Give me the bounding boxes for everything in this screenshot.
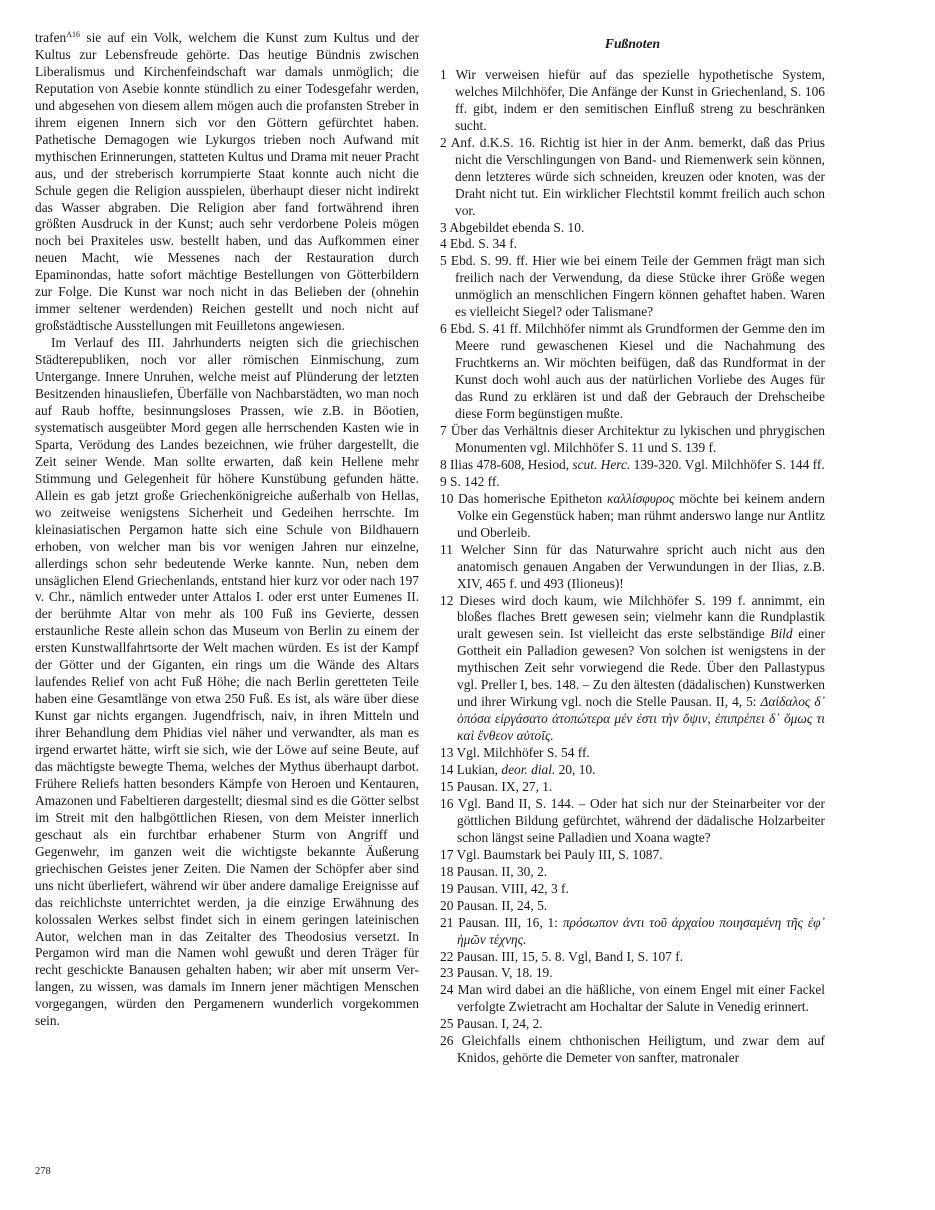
footnotes-column — [440, 36, 825, 1067]
footnote-2: 2 Anf. d.K.S. 16. Richtig ist hier in der Anm. bemerkt, daß das Prius nicht die Verschlingungen von Band- und Riemenwerk sein können, denn letzteres würde sich schneiden, kreuzen oder knoten, was der Draht nicht tut. Ein wirklicher Flechtstil kommt freilich auch schon vor. — [440, 134, 825, 218]
footnote-26: 26 Gleichfalls einem chthonischen Heiligtum, und zwar dem auf Knidos, gehörte die Demeter von sanfter, matronaler — [440, 1033, 825, 1066]
footnote-7: 7 Über das Verhältnis dieser Architektur zu lykischen und phrygischen Monumenten vgl. Milchhöfer S. 11 und S. 139 f. — [440, 422, 825, 455]
footnote-4: 4 Ebd. S. 34 f. — [440, 236, 517, 252]
footnote-10: 10 Das homerische Epitheton καλλίσφυρος möchte bei keinem andern Volke ein Gegenstück haben; man rühmt anderswo lange nur Antlitz und Oberleib. — [440, 490, 825, 540]
page-number: 278 — [35, 1166, 51, 1177]
apparatus-reference: A16 — [66, 30, 81, 39]
body-text-column — [35, 30, 419, 1030]
footnote-14: 14 Lukian, deor. dial. 20, 10. — [440, 762, 596, 778]
footnote-20: 20 Pausan. II, 24, 5. — [440, 897, 548, 913]
footnote-9: 9 S. 142 ff. — [440, 473, 500, 489]
paragraph-2: Im Verlauf des III. Jahrhunderts neigten sich die griechischen Städterepubliken, noch vor aller römischen Einmischung, zum Untergange. Innere Unruhen, welche meist auf Plünderung der letzten Besitzenden hinausliefen, Überfälle von Nachbarstädten, wo man noch auf Raub hoffte, besinnungsloses Prassen, wie z.B. in Böotien, systematisch ausgeübter Mord gegen alle herrschenden Kasten wie in Sparta, Verödung des Landes bezeichnen, wie früher dargestellt, die Zeit seiner Wende. Man sollte erwarten, daß kein Hellene mehr Stimmung und Gelegenheit für höhere Kunstübung gefunden hätte. Allein es gab jetzt große Griechenkönigreiche außerhalb von Hellas, wo zeitweise wenigstens Sicherheit und Gedeihen herrschte. Im kleinasiatischen Pergamon hatte sich eine Schule von Bildhauern erhoben, von welcher man bis vor wenigen Jahren nur einzelne, allerdings schon sehr bedeutende Werke kannte. Nun, neben dem unsäglichen Elend Griechenlands, entstand hier kurz vor oder nach 197 v. Chr., nämlich entweder unter Attalos I. oder erst unter Eumenes II. der berühmte Altar von mehr als 100 Fuß ins Gevierte, dessen erstaunliche Reste allein schon das Museum von Berlin zu einem der ersten Kunstwallfahrtsorte der Welt machen würden. Es ist der Kampf der Götter und der Giganten, ein rings um die Wände des Altars laufendes Relief von acht Fuß Höhe; die nach Berlin geretteten Teile haben eine Gesamtlänge von etwa 250 Fuß. Es ist, als wäre über diese Kunst gar nichts ergangen. Jugendfrisch, naiv, in ihren Mitteln und ihrer Behandlung dem Phidias viel näher und verwandter, als man es irgend erwartet hätte, wirft sie sich, wie der Löwe auf seine Beute, auf das mächtigste bewegte Thema, welches der Mythus überhaupt darbot. Frühere Reliefs hatten besonders Kämpfe von Heroen und Kentauren, Amazonen und Fabeltieren dargestellt; diesmal sind es die Götter selbst im Streit mit den halbgöttlichen Riesen, von dem Meister innerlich geschaut als ein furchtbar erhabener Sturm von Angriff und Gegenwehr, im ganzen weit die wichtigste bekannte Äußerung griechischen Geistes jener Zeiten. Die Namen der Schöpfer aber sind uns nicht überliefert, während wir über andere damalige Ereignisse auf das reichlichste unterrichtet werden, ja die einzige Erwähnung des kolossalen Werkes selbst findet sich in einem geringen lateinischen Autor, welchen man in das Zeitalter des Theodosius versetzt. In Pergamon wird man die Namen wohl gewußt und deren Träger für recht geschickte Banausen gehalten haben; wir aber mit unserm Verlangen, zu wissen, was damals im Innern jener mächtigen Menschen vorgegangen, würden den Pergamenern wunderlich vorgekommen sein. — [35, 335, 419, 1029]
footnote-16: 16 Vgl. Band II, S. 144. – Oder hat sich nur der Steinarbeiter vor der göttlichen Bildung gefürchtet, während der dädalische Holzarbeiter schon längst seine Palladien und Xoana wagte? — [440, 795, 825, 845]
footnote-23: 23 Pausan. V, 18. 19. — [440, 965, 553, 981]
paragraph-1-rest: sie auf ein Volk, welchem die Kunst zum Kultus und der Kultus zur Lebensfreude gehörte. Das heutige Bündnis zwischen Liberalismus und Kirchenfeindschaft war damals unmöglich; die Reputation von Asebie konnte stündlich zu einer Todesgefahr werden, und abgesehen von diesem allem mögen auch die profansten Streber in ihrem eigenen Innern sich vor den Göttern gefürchtet haben. Pathetische Demagogen wie Lykurgos trieben noch Aufwand mit mythischen Erinnerungen, statteten Kultus und Drama mit neuer Pracht aus, und der streberisch korrumpierte Staat konnte auch nicht die Schule gegen die Religion ausspielen, überhaupt dieser nicht indirekt das Wasser abgraben. Die Religion aber fand fortwährend ihren größten Ausdruck in der Kunst; auch sehr verdorbene Poleis mögen noch bei Praxiteles usw. bestellt haben, und das Aufkommen einer neuen Macht, wie Messenes nach der Restauration durch Epaminondas, hatte sofort mächtige Bestellungen von Götterbildern zur Folge. Die Kunst war noch nicht in das Belieben der (ohnehin immer seltener werdenden) Reichen gestellt und noch nicht auf großstädtische Ausstellungen mit Feuilletons angewiesen. — [35, 30, 419, 334]
footnote-22: 22 Pausan. III, 15, 5. 8. Vgl, Band I, S. 107 f. — [440, 948, 683, 964]
footnote-24: 24 Man wird dabei an die häßliche, von einem Engel mit einer Fackel verfolgte Zwietracht am Hochaltar der Salute in Venedig erinnert. — [440, 982, 825, 1015]
footnote-3: 3 Abgebildet ebenda S. 10. — [440, 219, 585, 235]
footnotes-heading: Fußnoten — [604, 36, 661, 51]
footnote-19: 19 Pausan. VIII, 42, 3 f. — [440, 880, 569, 896]
footnote-6: 6 Ebd. S. 41 ff. Milchhöfer nimmt als Grundformen der Gemme den im Meere rund gewaschenen Kiesel und die Nachahmung des Fruchtkerns an. Wir möchten beifügen, daß das Rundformat in der Kunst doch wohl auch aus der natürlichen Vorliebe des Auges für das Rund zu erklären ist und daß der Gebrauch der Drehscheibe diese Form begünstigen mußte. — [440, 321, 825, 422]
paragraph-1 — [35, 30, 419, 335]
footnote-5: 5 Ebd. S. 99. ff. Hier wie bei einem Teile der Gemmen frägt man sich freilich nach der Verwendung, da diese Stücke ihrer Größe wegen unmöglich an menschlichen Fingern können gehaftet haben. Waren es vielleicht Siegel? oder Talismane? — [440, 253, 825, 320]
footnote-13: 13 Vgl. Milchhöfer S. 54 ff. — [440, 745, 590, 761]
footnote-21: 21 Pausan. III, 16, 1: πρόσωπον ἀντι τοῦ ἀρχαίου ποιησαμένη τῆς ἐφ᾽ ἡμῶν τέχνης. — [440, 914, 825, 947]
footnote-1: 1 Wir verweisen hiefür auf das spezielle hypothetische System, welches Milchhöfer, Die Anfänge der Kunst in Griechenland, S. 106 ff. gibt, indem er den semitischen Einfluß streng zu beschränken sucht. — [440, 66, 825, 133]
footnote-11: 11 Welcher Sinn für das Naturwahre spricht auch nicht aus den anatomisch genauen Angaben der Verwundungen in der Ilias, z.B. XIV, 465 f. und 493 (Ilioneus)! — [440, 541, 825, 591]
footnote-15: 15 Pausan. IX, 27, 1. — [440, 778, 553, 794]
footnote-8: 8 Ilias 478-608, Hesiod, scut. Herc. 139-320. Vgl. Milchhöfer S. 144 ff. — [440, 456, 825, 472]
footnote-17: 17 Vgl. Baumstark bei Pauly III, S. 1087. — [440, 846, 663, 862]
footnote-list — [440, 67, 825, 1067]
footnote-18: 18 Pausan. II, 30, 2. — [440, 863, 548, 879]
footnote-12: 12 Dieses wird doch kaum, wie Milchhöfer S. 199 f. annimmt, ein bloßes flaches Brett gewesen sein; vielmehr kann die Rundplastik uralt gewesen sein. Ist vielleicht das erste selbständige Bild einer Gottheit ein Palladion gewesen? Von solchen ist wenigstens in der mythischen Zeit sehr vorwiegend die Rede. Über den Pallastypus vgl. Preller I, bes. 148. – Zu den ältesten (dädalischen) Kunstwerken und ihrer Wirkung vgl. noch die Stelle Pausan. II, 4, 5: Δαίδαλος δ᾽ ὁπόσα εἰργάσατο ἀτοπώτερα μέν ἐστι τὴν ὄψιν, ἐπιπρέπει δ᾽ ὅμως τι καὶ ἔνθεον αὐτοῖς. — [440, 592, 826, 744]
paragraph-1-start: trafen — [35, 30, 67, 45]
footnote-25: 25 Pausan. I, 24, 2. — [440, 1016, 543, 1032]
